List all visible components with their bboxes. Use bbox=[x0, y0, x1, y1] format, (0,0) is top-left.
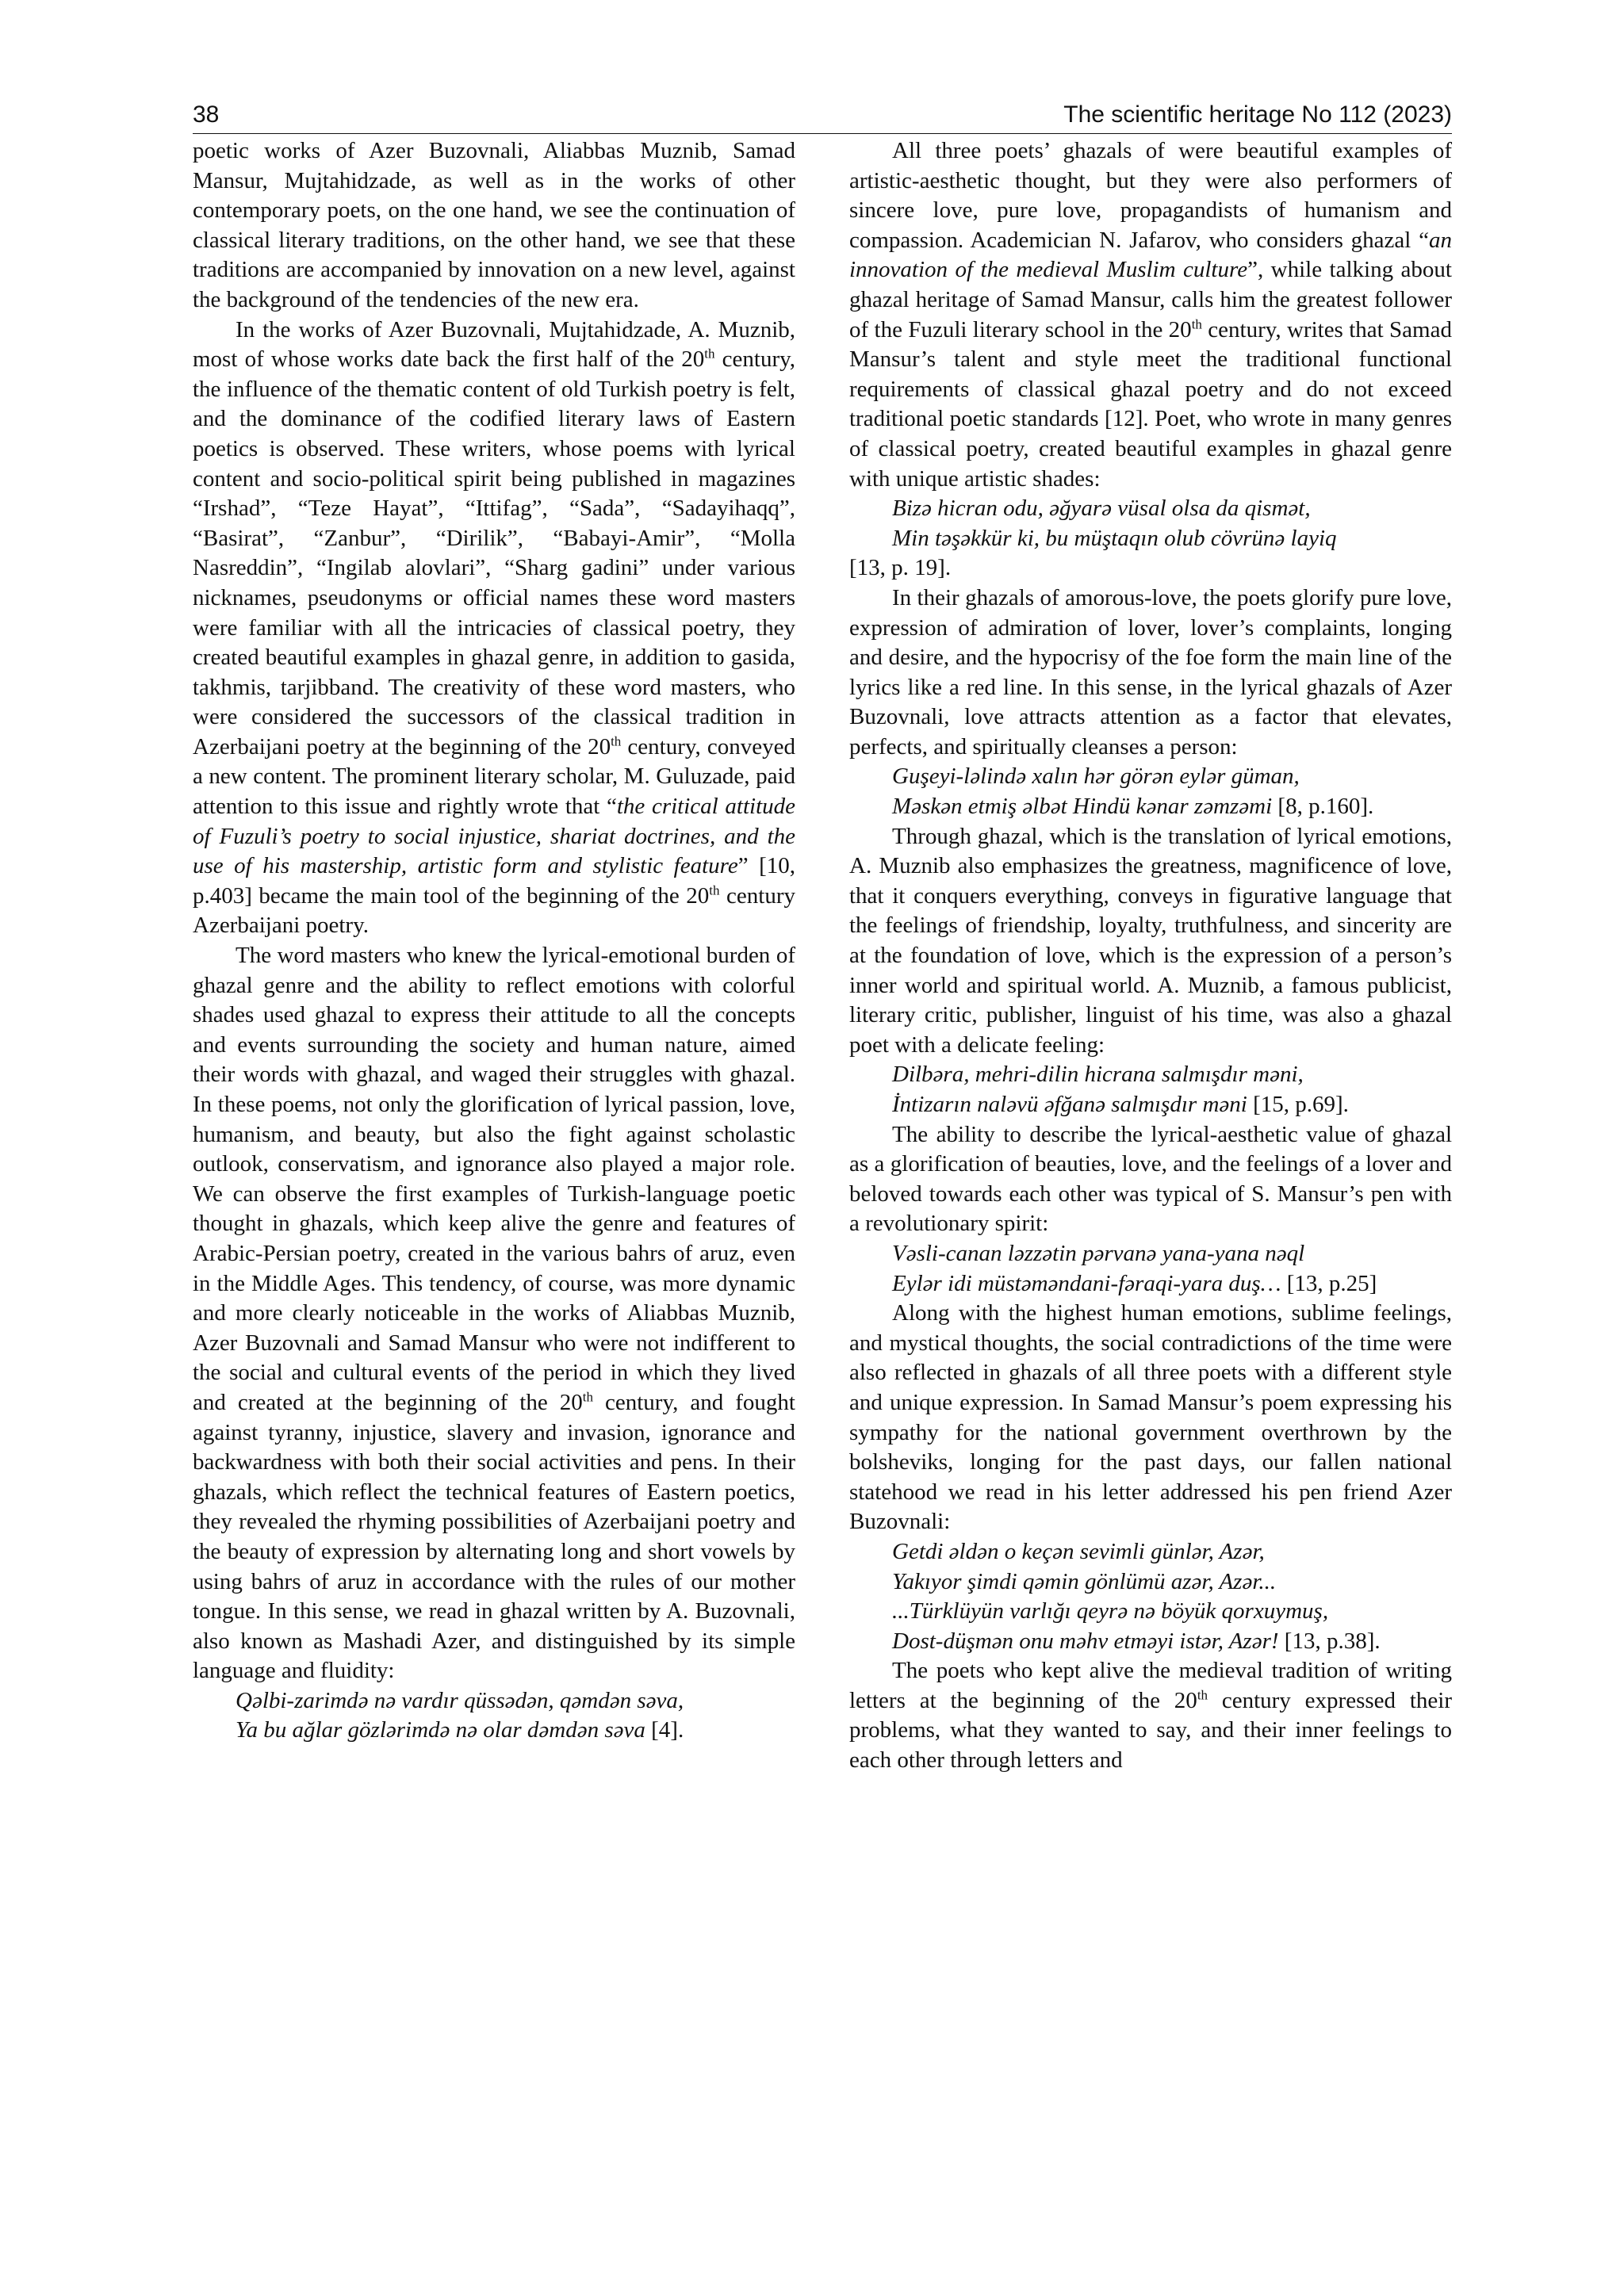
journal-title: The scientific heritage No 112 (2023) bbox=[1063, 101, 1452, 128]
verse-line: ...Türklüyün varlığı qeyrə nə böyük qorxuymuş, bbox=[892, 1598, 1329, 1624]
paragraph: In their ghazals of amorous-love, the poets glorify pure love, expression of admiration of lover, lover’s complaints, longing and desire, and the hypocrisy of the foe form the main line of the lyrics like a red line. In this sense, in the lyrical ghazals of Azer Buzovnali, love attracts attention as a factor that elevates, perfects, and spiritually cleanses a person: bbox=[849, 584, 1452, 760]
verse-line: Min təşəkkür ki, bu müştaqın olub cövrünə layiq bbox=[892, 525, 1337, 551]
verse-line: Məskən etmiş əlbət Hindü kənar zəmzəmi [8, p.160]. bbox=[892, 794, 1374, 820]
running-header bbox=[193, 97, 1452, 134]
paragraph: The poets who kept alive the medieval tradition of writing letters at the beginning of the 20th century expressed their problems, what they wanted to say, and their inner feelings to each other through letters and bbox=[849, 1658, 1452, 1774]
verse-line: İntizarın naləvü əfğanə salmışdır məni [15, p.69]. bbox=[892, 1092, 1349, 1117]
right-column bbox=[849, 136, 1452, 1776]
verse-line: Dilbəra, mehri-dilin hicrana salmışdır məni, bbox=[892, 1062, 1304, 1088]
verse-line: Yakıyor şimdi qəmin gönlümü azər, Azər... bbox=[892, 1568, 1277, 1594]
left-column bbox=[193, 136, 795, 1746]
verse-line: Eylər idi müstəməndani-fəraqi-yara duş… [13, p.25] bbox=[892, 1270, 1377, 1296]
paragraph: Along with the highest human emotions, sublime feelings, and mystical thoughts, the social contradictions of the time were also reflected in ghazals of all three poets with a different style and unique expression. In Samad Mansur’s poem expressing his sympathy for the national government overthrown by the bolsheviks, longing for the past days, our fallen national statehood we read in his letter addressed his pen friend Azer Buzovnali: bbox=[849, 1300, 1452, 1535]
paragraph: In the works of Azer Buzovnali, Mujtahidzade, A. Muznib, most of whose works date back the first half of the 20th century, the influence of the thematic content of old Turkish poetry is felt, and the dominance of the codified literary laws of Eastern poetics is observed. These writers, whose poems with lyrical content and socio-political spirit being published in magazines “Irshad”, “Teze Hayat”, “Ittifag”, “Sada”, “Sadayihaqq”, “Basirat”, “Zanbur”, “Dirilik”, “Babayi-Amir”, “Molla Nasreddin”, “Ingilab alovlari”, “Sharg gadini” under various nicknames, pseudonyms or official names these word masters were familiar with all the intricacies of classical poetry, they created beautiful examples in ghazal genre, in addition to gasida, takhmis, tarjibband. The creativity of these word masters, who were considered the successors of the classical tradition in Azerbaijani poetry at the beginning of the 20th century, conveyed a new content. The prominent literary scholar, M. Guluzade, paid attention to this issue and rightly wrote that “the critical attitude of Fuzuli’s poetry to social injustice, shariat doctrines, and the use of his mastership, artistic form and stylistic feature” [10, p.403] became the main tool of the beginning of the 20th century Azerbaijani poetry. bbox=[193, 316, 795, 939]
verse-line: Guşeyi-ləlində xalın hər görən eylər güman, bbox=[892, 763, 1300, 790]
verse-line: Vəsli-canan ləzzətin pərvanə yana-yana nəql bbox=[892, 1240, 1305, 1266]
quotation: an innovation of the medieval Muslim culture bbox=[849, 227, 1452, 283]
quotation: the critical attitude of Fuzuli’s poetry to social injustice, shariat doctrines, and the use of his mastership, artistic form and stylistic feature bbox=[193, 794, 795, 879]
citation: [13, p. 19]. bbox=[849, 555, 952, 581]
page-number: 38 bbox=[193, 101, 220, 128]
paragraph: The ability to describe the lyrical-aesthetic value of ghazal as a glorification of beauties, love, and the feelings of a lover and beloved towards each other was typical of S. Mansur’s pen with a revolutionary spirit: bbox=[849, 1121, 1452, 1237]
verse-line: Bizə hicran odu, əğyarə vüsal olsa da qismət, bbox=[892, 496, 1311, 522]
verse-line: Ya bu ağlar gözlərimdə nə olar dəmdən səva [4]. bbox=[236, 1717, 684, 1743]
verse-line: Qəlbi-zarimdə nə vardır qüssədən, qəmdən səva, bbox=[236, 1687, 684, 1713]
paragraph: All three poets’ ghazals of were beautiful examples of artistic-aesthetic thought, but they were also performers of sincere love, pure love, propagandists of humanism and compassion. Academician N. Jafarov, who considers ghazal “an innovation of the medieval Muslim culture”, while talking about ghazal heritage of Samad Mansur, calls him the greatest follower of the Fuzuli literary school in the 20th century, writes that Samad Mansur’s talent and style meet the traditional functional requirements of classical ghazal poetry and do not exceed traditional poetic standards [12]. Poet, who wrote in many genres of classical poetry, created beautiful examples in ghazal genre with unique artistic shades: bbox=[849, 138, 1452, 492]
paragraph: The word masters who knew the lyrical-emotional burden of ghazal genre and the ability to reflect emotions with colorful shades used ghazal to express their attitude to all the concepts and events surrounding the society and human nature, aimed their words with ghazal, and waged their struggles with ghazal. In these poems, not only the glorification of lyrical passion, love, humanism, and beauty, but also the fight against scholastic outlook, conservatism, and ignorance also played a major role. We can observe the first examples of Turkish-language poetic thought in ghazals, which keep alive the genre and features of Arabic-Persian poetry, created in the various bahrs of aruz, even in the Middle Ages. This tendency, of course, was more dynamic and more clearly noticeable in the works of Aliabbas Muznib, Azer Buzovnali and Samad Mansur who were not indifferent to the social and cultural events of the period in which they lived and created at the beginning of the 20th century, and fought against tyranny, injustice, slavery and invasion, ignorance and backwardness with both their social activities and pens. In their ghazals, which reflect the technical features of Eastern poetics, they revealed the rhyming possibilities of Azerbaijani poetry and the beauty of expression by alternating long and short vowels by using bahrs of aruz in accordance with the rules of our mother tongue. In this sense, we read in ghazal written by A. Buzovnali, also known as Mashadi Azer, and distinguished by its simple language and fluidity: bbox=[193, 943, 795, 1684]
verse-line: Dost-düşmən onu məhv etməyi istər, Azər! [13, p.38]. bbox=[892, 1628, 1381, 1654]
paragraph: Through ghazal, which is the translation of lyrical emotions, A. Muznib also emphasizes the greatness, magnificence of love, that it conquers everything, conveys in figurative language that the feelings of friendship, loyalty, truthfulness, and sincerity are at the foundation of love, which is the expression of a person’s inner world and spiritual world. A. Muznib, a famous publicist, literary critic, publisher, linguist of his time, was also a ghazal poet with a delicate feeling: bbox=[849, 823, 1452, 1058]
paragraph: poetic works of Azer Buzovnali, Aliabbas Muznib, Samad Mansur, Mujtahidzade, as well as in the works of other contemporary poets, on the one hand, we see the continuation of classical literary traditions, on the other hand, we see that these traditions are accompanied by innovation on a new level, against the background of the tendencies of the new era. bbox=[193, 138, 795, 312]
verse-line: Getdi əldən o keçən sevimli günlər, Azər, bbox=[892, 1538, 1265, 1564]
